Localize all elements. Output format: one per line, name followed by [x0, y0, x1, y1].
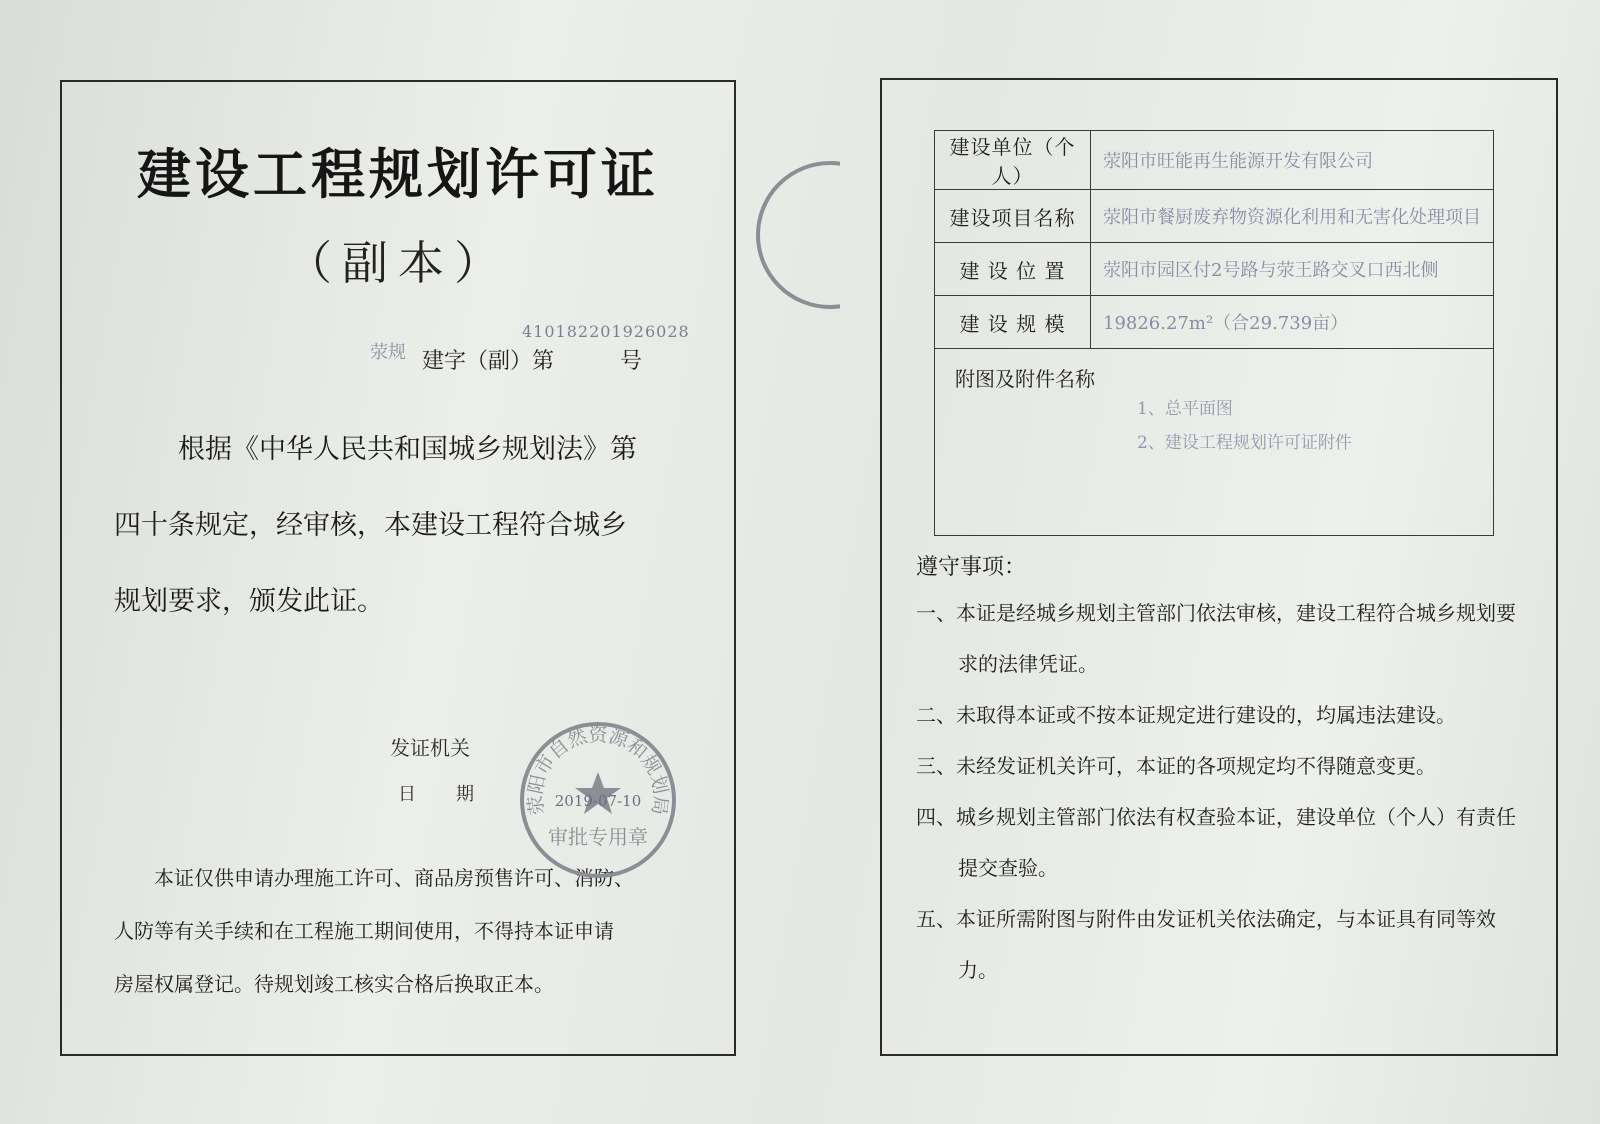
- row-value: 荥阳市园区付2号路与荥王路交叉口西北侧: [1091, 243, 1494, 296]
- row-value: 19826.27m²（合29.739亩）: [1091, 296, 1494, 349]
- seal-outer-text: 荥阳市自然资源和规划局: [524, 724, 672, 817]
- rule-item: 二、未取得本证或不按本证规定进行建设的，均属违法建设。: [916, 703, 1456, 727]
- certificate-prefix: 荥规: [370, 342, 406, 363]
- date-label: 日期: [398, 784, 514, 805]
- issuer-label: 发证机关: [390, 736, 470, 760]
- certificate-right-page: [880, 78, 1558, 1056]
- rules-list: [916, 588, 1526, 996]
- project-info-table: [934, 130, 1494, 536]
- row-value: 荥阳市旺能再生能源开发有限公司: [1091, 131, 1494, 190]
- row-label: 建设项目名称: [935, 190, 1091, 243]
- certificate-number-line: 建字（副）第 号: [422, 349, 643, 374]
- row-label: 建设单位（个人）: [935, 131, 1091, 190]
- attachments-row: [935, 349, 1494, 536]
- certificate-subtitle: （副本）: [286, 236, 510, 290]
- row-label: 建 设 位 置: [935, 243, 1091, 296]
- body-paragraph-2: 四十条规定，经审核，本建设工程符合城乡: [114, 510, 627, 541]
- usage-note-line-3: 房屋权属登记。待规划竣工核实合格后换取正本。: [114, 972, 554, 996]
- usage-note-line-1: 本证仅供申请办理施工许可、商品房预售许可、消防、: [154, 866, 634, 890]
- certificate-left-page: [60, 80, 736, 1056]
- table-row: [935, 190, 1494, 243]
- rule-item: 四、城乡规划主管部门依法有权查验本证，建设单位（个人）有责任提交查验。: [916, 805, 1516, 880]
- usage-note-line-2: 人防等有关手续和在工程施工期间使用，不得持本证申请: [114, 919, 614, 943]
- rule-item: 五、本证所需附图与附件由发证机关依法确定，与本证具有同等效力。: [916, 907, 1496, 982]
- body-paragraph-3: 规划要求，颁发此证。: [114, 586, 384, 617]
- certificate-title: 建设工程规划许可证: [137, 143, 659, 206]
- attachment-item: 1、总平面图: [1137, 399, 1233, 419]
- table-row: [935, 243, 1494, 296]
- attachments-cell: [935, 349, 1494, 536]
- rule-item: 三、未经发证机关许可，本证的各项规定均不得随意变更。: [916, 754, 1436, 778]
- attachment-item: 2、建设工程规划许可证附件: [1137, 433, 1352, 453]
- seal-bottom-text: 审批专用章: [548, 825, 648, 849]
- partial-seal-icon: [730, 160, 840, 310]
- body-paragraph-1: 根据《中华人民共和国城乡规划法》第: [178, 434, 637, 465]
- rule-item: 一、本证是经城乡规划主管部门依法审核，建设工程符合城乡规划要求的法律凭证。: [916, 601, 1516, 676]
- official-seal-icon: [518, 720, 678, 880]
- rules-title: 遵守事项：: [916, 555, 1027, 580]
- seal-date: 2019-07-10: [554, 792, 642, 810]
- row-value: 荥阳市餐厨废弃物资源化利用和无害化处理项目: [1091, 190, 1494, 243]
- table-row: [935, 131, 1494, 190]
- row-label: 建 设 规 模: [935, 296, 1091, 349]
- certificate-number: 410182201926028: [522, 322, 690, 341]
- certificate-body: [114, 412, 684, 640]
- attachments-label: 附图及附件名称: [955, 367, 1095, 391]
- table-row: [935, 296, 1494, 349]
